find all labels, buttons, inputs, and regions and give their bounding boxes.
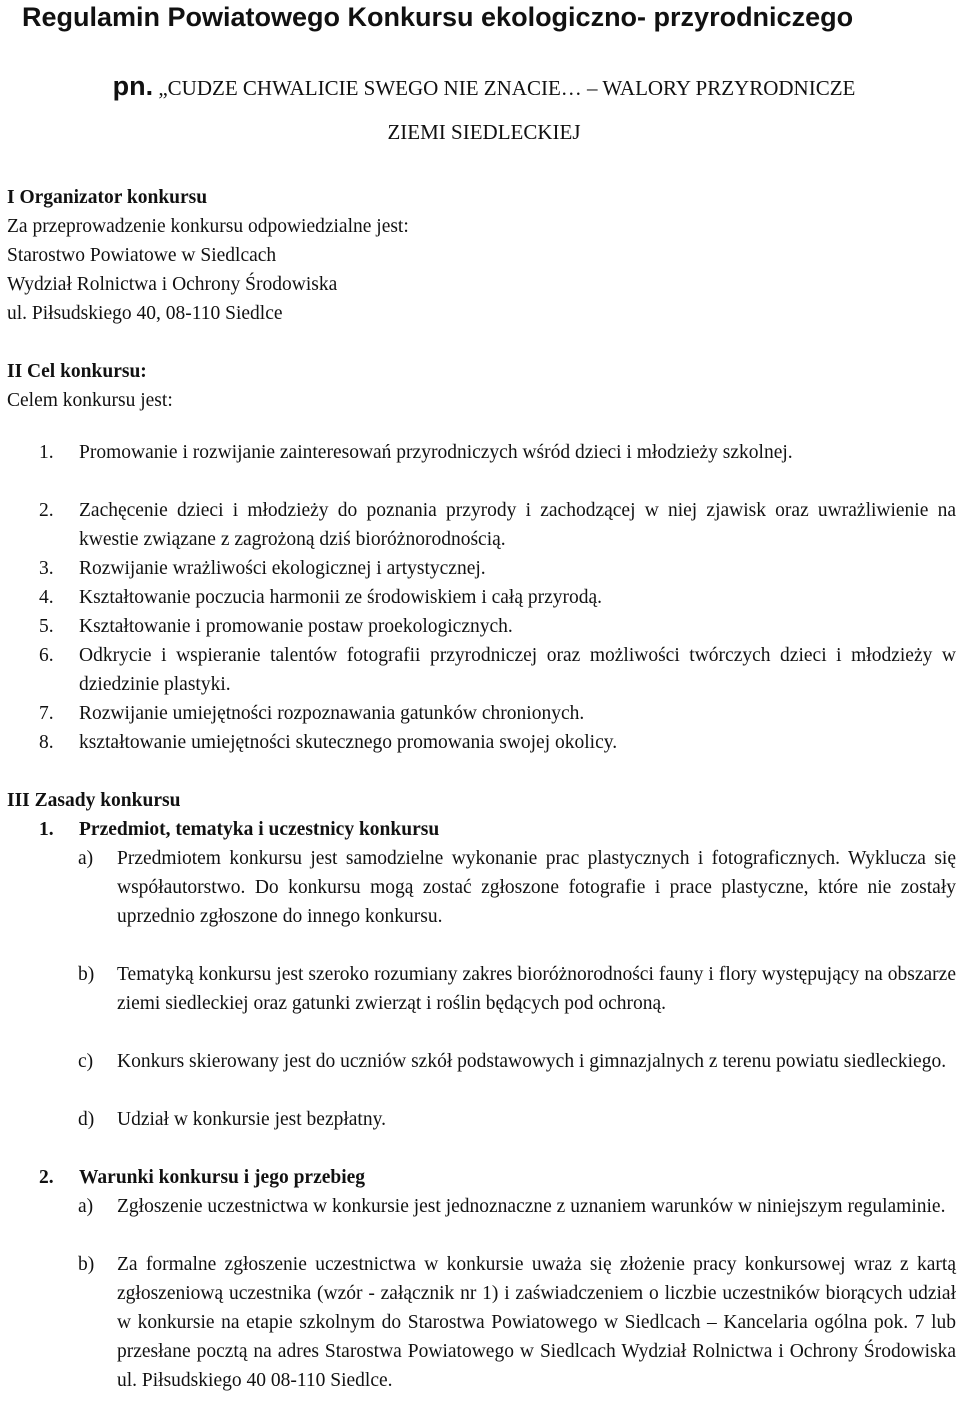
rule-item xyxy=(78,1250,956,1395)
rule-item xyxy=(78,1047,956,1076)
section-2-heading: II Cel konkursu: xyxy=(7,361,147,382)
goal-number: 1. xyxy=(39,442,54,463)
goal-item xyxy=(39,699,956,728)
goal-text: Odkrycie i wspieranie talentów fotografii przyrodniczej oraz możliwości twórczych dzieci i młodzieży w dziedzinie plastyki. xyxy=(79,645,956,695)
goal-text: Zachęcenie dzieci i młodzieży do poznania przyrody i zachodzącej w niej zjawisk oraz uwrażliwienie na kwestie związane z zagrożoną dziś bioróżnorodnością. xyxy=(79,500,956,550)
goal-number: 8. xyxy=(39,732,54,753)
goal-text: Kształtowanie i promowanie postaw proekologicznych. xyxy=(79,616,513,637)
goal-number: 5. xyxy=(39,616,54,637)
rule-letter: b) xyxy=(78,964,95,985)
rules-subsection-heading xyxy=(39,815,439,844)
goal-text: Rozwijanie umiejętności rozpoznawania gatunków chronionych. xyxy=(79,703,585,724)
subsection-title: Warunki konkursu i jego przebieg xyxy=(79,1167,366,1188)
section-1-heading: I Organizator konkursu xyxy=(7,187,208,208)
rule-item xyxy=(78,1192,956,1221)
goal-text: Kształtowanie poczucia harmonii ze środowiskiem i całą przyrodą. xyxy=(79,587,603,608)
goal-number: 7. xyxy=(39,703,54,724)
subtitle-prefix: pn. xyxy=(112,71,154,101)
subtitle-text: „CUDZE CHWALICIE SWEGO NIE ZNACIE… – WALORY PRZYRODNICZE xyxy=(153,76,856,100)
document-title: Regulamin Powiatowego Konkursu ekologiczno- przyrodniczego xyxy=(22,2,854,32)
rule-text: Przedmiotem konkursu jest samodzielne wykonanie prac plastycznych i fotograficznych. Wyklucza się współautorstwo. Do konkursu mogą zostać zgłoszone fotografie i prace plastyczne, które nie zostały uprzednio zgłoszone do innego konkursu. xyxy=(117,848,956,927)
rules-subsection-heading xyxy=(39,1163,365,1192)
goal-item xyxy=(39,583,956,612)
subsection-number: 1. xyxy=(39,819,54,840)
goal-text: Promowanie i rozwijanie zainteresowań przyrodniczych wśród dzieci i młodzieży szkolnej. xyxy=(79,442,793,463)
subtitle-line-2: ZIEMI SIEDLECKIEJ xyxy=(387,120,581,144)
goal-number: 4. xyxy=(39,587,54,608)
goal-number: 2. xyxy=(39,500,54,521)
rule-text: Udział w konkursie jest bezpłatny. xyxy=(117,1109,386,1130)
rule-text: Konkurs skierowany jest do uczniów szkół podstawowych i gimnazjalnych z terenu powiatu siedleckiego. xyxy=(117,1051,947,1072)
rule-letter: a) xyxy=(78,848,94,869)
section-1-line: Starostwo Powiatowe w Siedlcach xyxy=(7,245,277,266)
rule-item xyxy=(78,1105,956,1134)
section-1-line: Wydział Rolnictwa i Ochrony Środowiska xyxy=(7,274,338,295)
subsection-title: Przedmiot, tematyka i uczestnicy konkursu xyxy=(79,819,440,840)
goal-item xyxy=(39,612,956,641)
goal-number: 3. xyxy=(39,558,54,579)
section-1-line: Za przeprowadzenie konkursu odpowiedzialne jest: xyxy=(7,216,409,237)
goal-item xyxy=(39,641,956,699)
goal-number: 6. xyxy=(39,645,54,666)
section-1-line: ul. Piłsudskiego 40, 08-110 Siedlce xyxy=(7,303,283,324)
rule-text: Tematyką konkursu jest szeroko rozumiany zakres bioróżnorodności fauny i flory występujący na obszarze ziemi siedleckiej oraz gatunki zwierząt i roślin będących pod ochroną. xyxy=(117,964,956,1014)
section-3-heading: III Zasady konkursu xyxy=(7,790,181,811)
section-2-intro: Celem konkursu jest: xyxy=(7,390,173,411)
rule-letter: c) xyxy=(78,1051,94,1072)
rule-letter: d) xyxy=(78,1109,95,1130)
rule-letter: b) xyxy=(78,1254,95,1275)
rule-item xyxy=(78,844,956,931)
goal-item xyxy=(39,496,956,554)
rule-item xyxy=(78,960,956,1018)
goal-item xyxy=(39,554,956,583)
goal-item xyxy=(39,728,956,757)
document-subtitle xyxy=(30,60,938,158)
goal-text: kształtowanie umiejętności skutecznego promowania swojej okolicy. xyxy=(79,732,618,753)
goal-text: Rozwijanie wrażliwości ekologicznej i artystycznej. xyxy=(79,558,486,579)
subsection-number: 2. xyxy=(39,1167,54,1188)
goal-item xyxy=(39,438,956,467)
rule-letter: a) xyxy=(78,1196,94,1217)
rule-text: Za formalne zgłoszenie uczestnictwa w konkursie uważa się złożenie pracy konkursowej wraz z kartą zgłoszeniową uczestnika (wzór - załącznik nr 1) i zaświadczeniem o liczbie uczestników biorących udział w konkursie na etapie szkolnym do Starostwa Powiatowego w Siedlcach – Kancelaria ogólna pok. 7 lub przesłane pocztą na adres Starostwa Powiatowego w Siedlcach Wydział Rolnictwa i Ochrony Środowiska ul. Piłsudskiego 40 08-110 Siedlce. xyxy=(117,1254,956,1391)
rule-text: Zgłoszenie uczestnictwa w konkursie jest jednoznaczne z uznaniem warunków w niniejszym regulaminie. xyxy=(117,1196,946,1217)
